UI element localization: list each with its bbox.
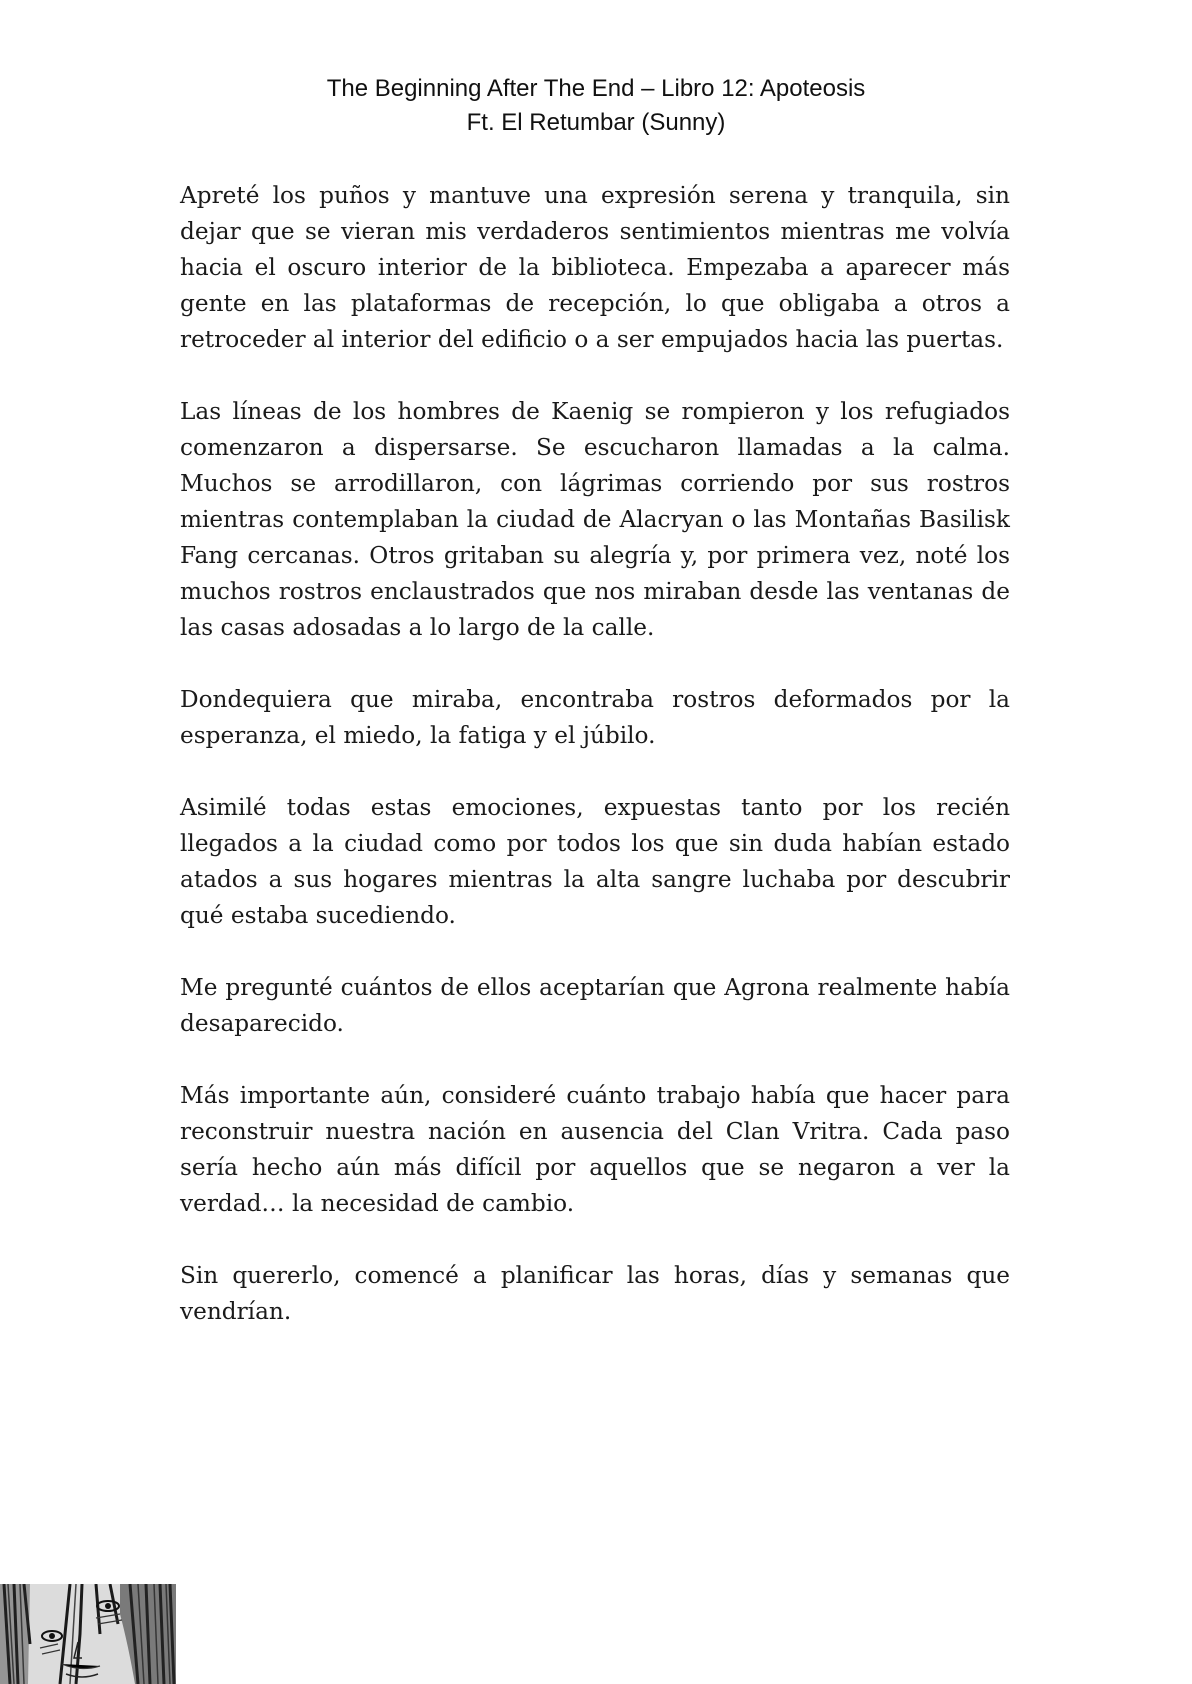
paragraph: Sin quererlo, comencé a planificar las horas, días y semanas que vendrían.: [180, 1262, 1010, 1325]
paragraph: Asimilé todas estas emociones, expuestas tanto por los recién llegados a la ciudad como por todos los que sin duda habían estado atados a sus hogares mientras la alta sangre luchaba por descubrir qué estaba sucediendo.: [180, 794, 1010, 929]
paragraph: Apreté los puños y mantuve una expresión serena y tranquila, sin dejar que se vieran mis verdaderos sentimientos mientras me volvía hacia el oscuro interior de la biblioteca. Empezaba a aparecer más gente en las plataformas de recepción, lo que obligaba a otros a retroceder al interior del edificio o a ser empujados hacia las puertas.: [180, 182, 1010, 353]
header-credit: Ft. El Retumbar (Sunny): [466, 109, 726, 136]
paragraph: Me pregunté cuántos de ellos aceptarían que Agrona realmente había desaparecido.: [180, 974, 1010, 1037]
body-text: [180, 178, 1010, 1366]
page-header: [0, 72, 1192, 140]
corner-illustration: [0, 1584, 176, 1684]
manga-face-icon: [0, 1584, 176, 1684]
paragraph: Las líneas de los hombres de Kaenig se rompieron y los refugiados comenzaron a dispersarse. Se escucharon llamadas a la calma. Muchos se arrodillaron, con lágrimas corriendo por sus rostros mientras contemplaban la ciudad de Alacryan o las Montañas Basilisk Fang cercanas. Otros gritaban su alegría y, por primera vez, noté los muchos rostros enclaustrados que nos miraban desde las ventanas de las casas adosadas a lo largo de la calle.: [180, 398, 1010, 641]
paragraph: Más importante aún, consideré cuánto trabajo había que hacer para reconstruir nuestra nación en ausencia del Clan Vritra. Cada paso sería hecho aún más difícil por aquellos que se negaron a ver la verdad… la necesidad de cambio.: [180, 1082, 1010, 1217]
paragraph: Dondequiera que miraba, encontraba rostros deformados por la esperanza, el miedo, la fatiga y el júbilo.: [180, 686, 1010, 749]
header-title: The Beginning After The End – Libro 12: Apoteosis: [326, 75, 866, 102]
